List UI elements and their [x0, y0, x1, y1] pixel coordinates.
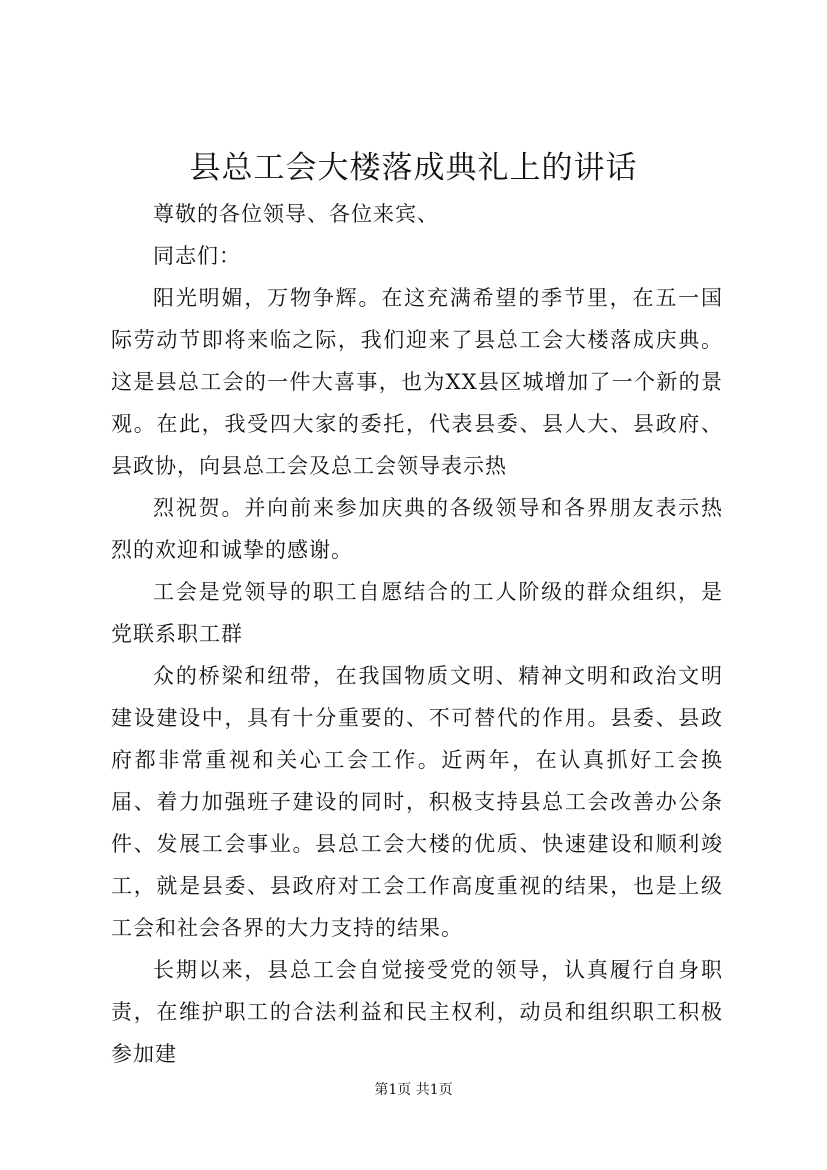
- paragraph-salutation-comrades: 同志们：: [153, 244, 241, 268]
- paragraph: 长期以来，县总工会自觉接受党的领导，认真履行自身职责，在维护职工的合法利益和民主权利，动员和组织职工积极参加建: [111, 958, 723, 1066]
- paragraph: 烈祝贺。并向前来参加庆典的各级领导和各界朋友表示热烈的欢迎和诚挚的感谢。: [111, 496, 723, 562]
- paragraph: 众的桥梁和纽带，在我国物质文明、精神文明和政治文明建设建设中，具有十分重要的、不可替代的作用。县委、县政府都非常重视和关心工会工作。近两年，在认真抓好工会换届、着力加强班子建设的同时，积极支持县总工会改善办公条件、发展工会事业。县总工会大楼的优质、快速建设和顺利竣工，就是县委、县政府对工会工作高度重视的结果，也是上级工会和社会各界的大力支持的结果。: [111, 664, 723, 940]
- document-title: 县总工会大楼落成典礼上的讲话: [189, 150, 638, 186]
- paragraph-salutation: 尊敬的各位领导、各位来宾、: [153, 202, 439, 226]
- page-number-footer: 第1页 共1页: [374, 1082, 453, 1098]
- paragraph: 阳光明媚，万物争辉。在这充满希望的季节里，在五一国际劳动节即将来临之际，我们迎来了县总工会大楼落成庆典。这是县总工会的一件大喜事，也为XX县区城增加了一个新的景观。在此，我受四大家的委托，代表县委、县人大、县政府、县政协，向县总工会及总工会领导表示热: [111, 286, 723, 478]
- document-body: [111, 193, 723, 1075]
- paragraph: 工会是党领导的职工自愿结合的工人阶级的群众组织，是党联系职工群: [111, 580, 723, 646]
